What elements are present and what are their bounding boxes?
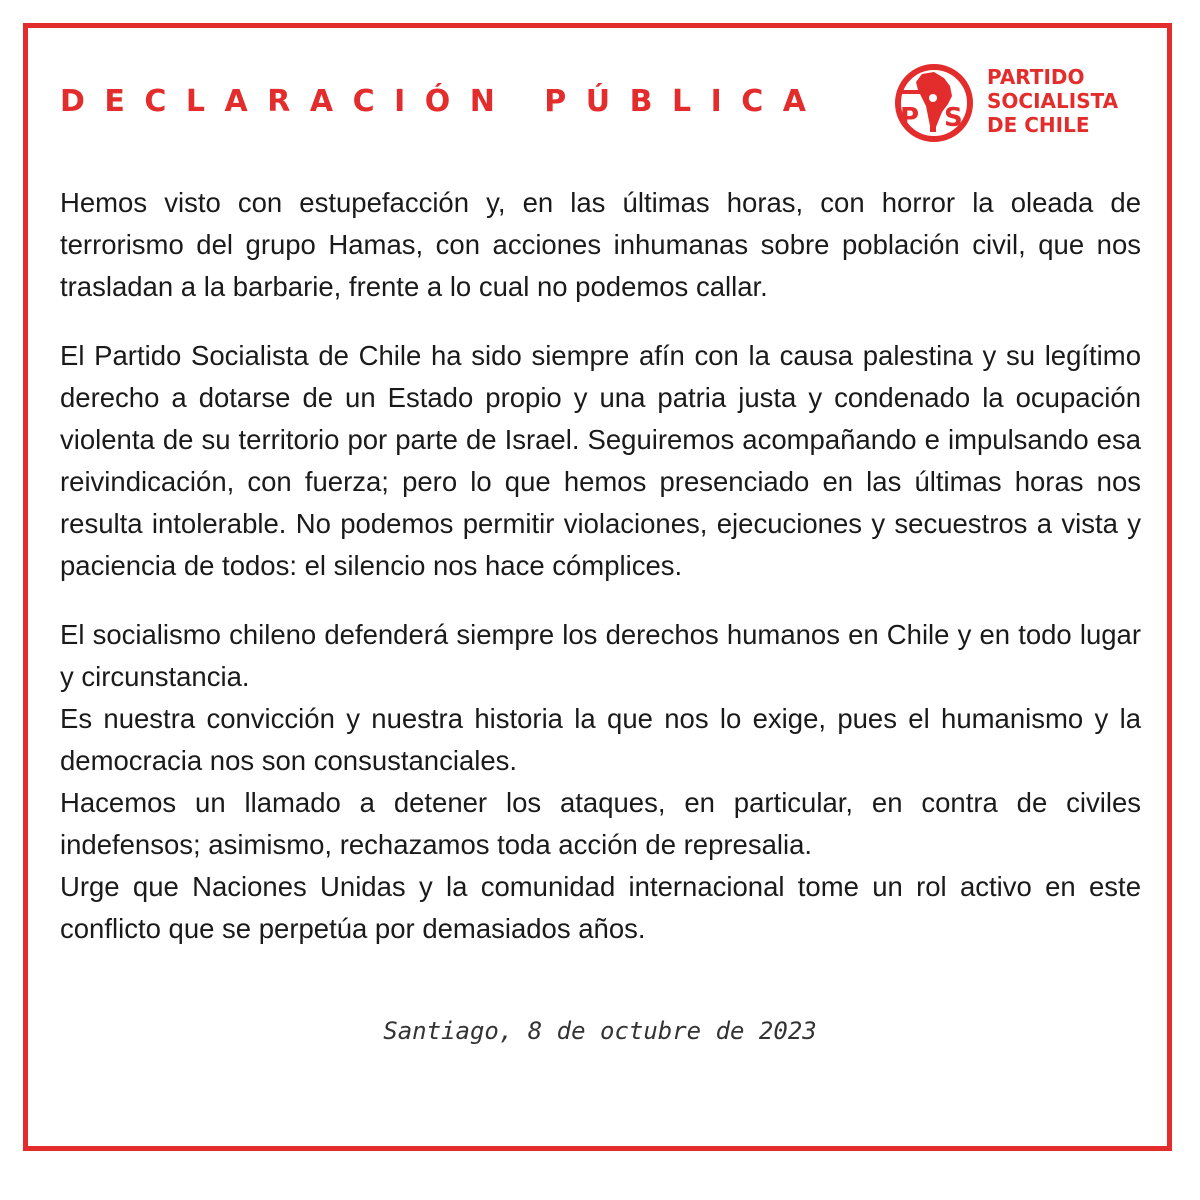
paragraph-1: Hemos visto con estupefacción y, en las últimas horas, con horror la oleada de terrorismo del grupo Hamas, con acciones inhumanas sobre población civil, que nos trasladan a la barbarie, frente a lo cual no podemos callar. <box>60 187 1141 302</box>
paragraph-6: Urge que Naciones Unidas y la comunidad internacional tome un rol activo en este conflicto que se perpetúa por demasiados años. <box>60 871 1141 944</box>
logo-initials-p: P <box>900 103 920 133</box>
declaration-body <box>60 182 1141 950</box>
paragraph-4: Es nuestra convicción y nuestra historia la que nos lo exige, pues el humanismo y la democracia nos son consustanciales. <box>60 703 1141 776</box>
signature-date: Santiago, 8 de octubre de 2023 <box>383 1017 817 1045</box>
party-logo <box>892 60 1128 150</box>
party-emblem-icon <box>892 60 982 150</box>
logo-line-1: PARTIDO <box>987 65 1085 89</box>
page-title: DECLARACIÓN PÚBLICA <box>60 84 826 119</box>
paragraph-5: Hacemos un llamado a detener los ataques, en particular, en contra de civiles indefensos; asimismo, rechazamos toda acción de represalia. <box>60 787 1141 860</box>
paragraph-2: El Partido Socialista de Chile ha sido siempre afín con la causa palestina y su legítimo derecho a dotarse de un Estado propio y una patria justa y condenado la ocupación violenta de su territorio por parte de Israel. Seguiremos acompañando e impulsando esa reivindicación, con fuerza; pero lo que hemos presenciado en las últimas horas nos resulta intolerable. No podemos permitir violaciones, ejecuciones y secuestros a vista y paciencia de todos: el silencio nos hace cómplices. <box>60 340 1141 581</box>
logo-line-3: DE CHILE <box>987 113 1090 137</box>
logo-wordmark <box>987 65 1118 137</box>
logo-line-2: SOCIALISTA <box>987 89 1119 113</box>
logo-initials-s: S <box>944 103 963 133</box>
paragraph-3: El socialismo chileno defenderá siempre los derechos humanos en Chile y en todo lugar y circunstancia. <box>60 619 1141 692</box>
